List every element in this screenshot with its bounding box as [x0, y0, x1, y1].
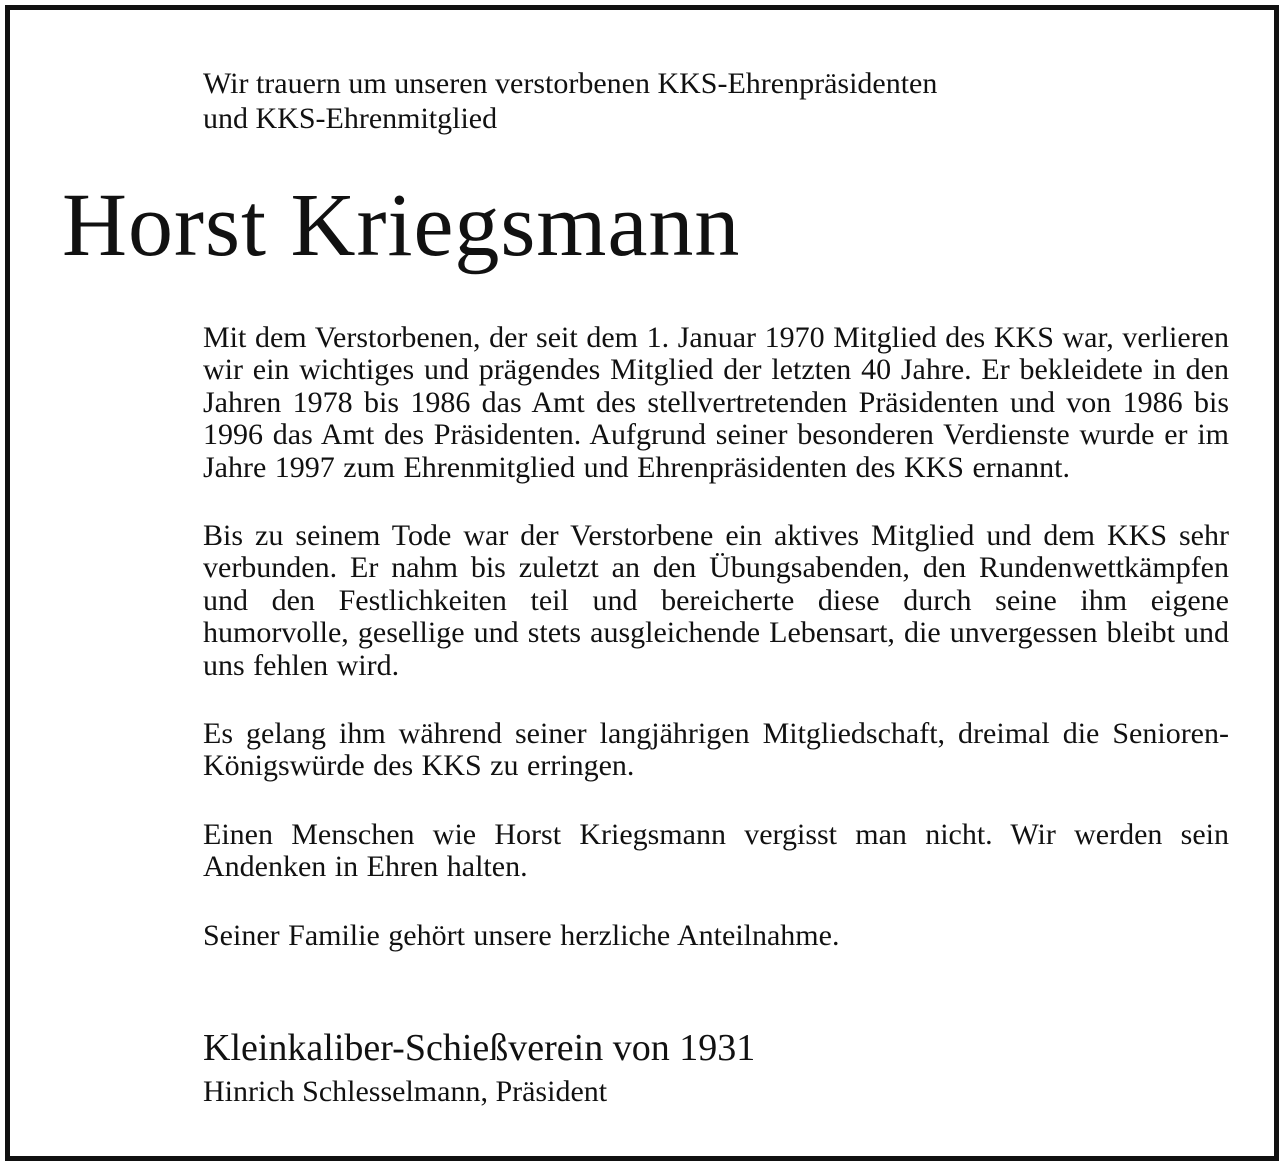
obituary-notice	[5, 5, 1279, 1161]
paragraph-remembrance: Einen Menschen wie Horst Kriegsmann vergisst man nicht. Wir werden sein Andenken in Ehren halten.	[203, 817, 1229, 884]
paragraph-membership: Bis zu seinem Tode war der Verstorbene ein aktives Mitglied und dem KKS sehr verbunden. Er nahm bis zuletzt an den Übungsabenden, den Rundenwettkämpfen und den Festlichkeiten teil und bereicherte diese durch seine ihm eigene humorvolle, gesellige und stets ausgleichende Lebensart, die unvergessen bleibt und uns fehlen wird.	[203, 519, 1229, 682]
deceased-name: Horst Kriegsmann	[62, 176, 741, 275]
signature-block	[203, 1026, 1203, 1110]
intro-line: Wir trauern um unseren verstorbenen KKS-Ehrenpräsidenten	[203, 67, 938, 100]
paragraph-condolence: Seiner Familie gehört unsere herzliche Anteilnahme.	[203, 918, 840, 952]
intro-line: und KKS-Ehrenmitglied	[203, 102, 498, 135]
paragraph-achievements: Es gelang ihm während seiner langjährigen Mitgliedschaft, dreimal die Senioren-Königswürde des KKS zu erringen.	[203, 717, 1229, 783]
paragraph-career: Mit dem Verstorbenen, der seit dem 1. Januar 1970 Mitglied des KKS war, verlieren wir ein wichtiges und prägendes Mitglied der letzten 40 Jahre. Er bekleidete in den Jahren 1978 bis 1986 das Amt des stellvertretenden Präsidenten und von 1986 bis 1996 das Amt des Präsidenten. Aufgrund seiner besonderen Verdienste wurde er im Jahre 1997 zum Ehrenmitglied und Ehrenpräsidenten des KKS ernannt.	[203, 321, 1229, 484]
signatory: Hinrich Schlesselmann, Präsident	[203, 1075, 608, 1108]
intro-text	[203, 66, 1163, 136]
notice-body	[203, 322, 1229, 988]
club-name: Kleinkaliber-Schießverein von 1931	[203, 1027, 756, 1069]
